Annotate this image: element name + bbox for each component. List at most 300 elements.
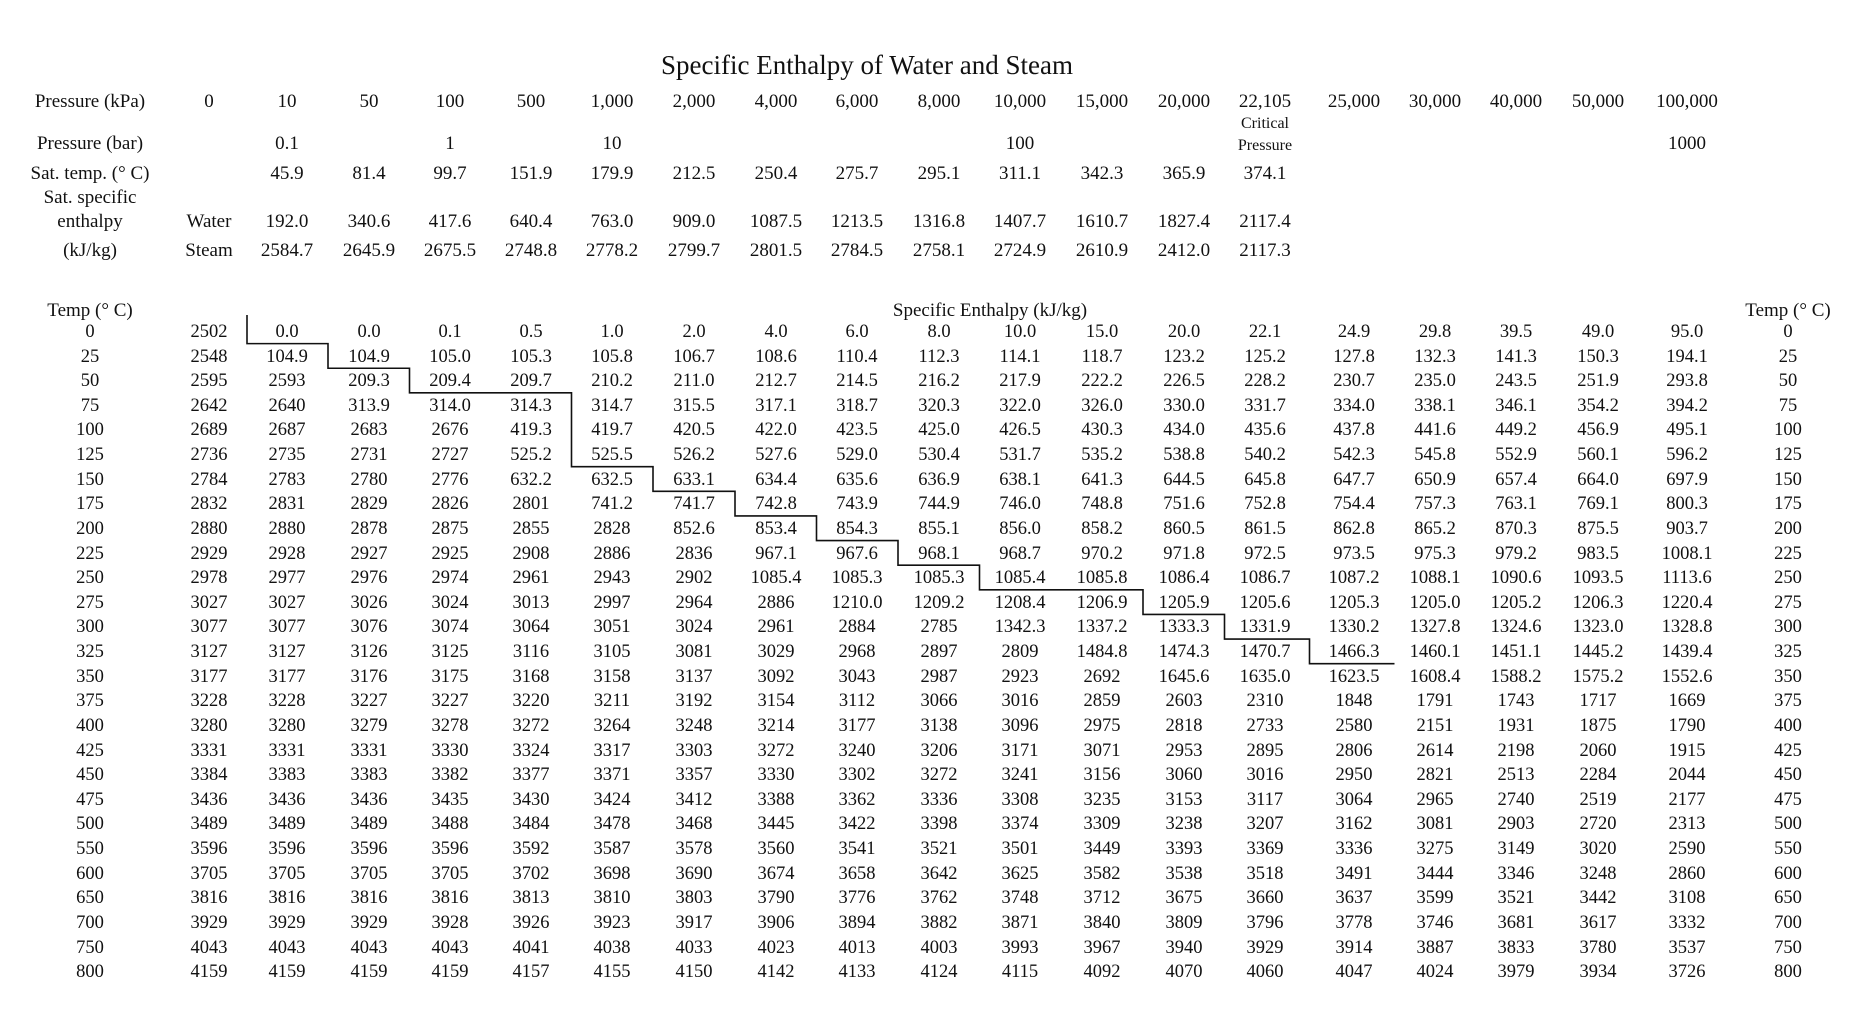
table-cell: 1093.5 <box>1572 568 1624 589</box>
table-cell: 3833 <box>1497 937 1535 958</box>
table-cell: 3914 <box>1335 937 1373 958</box>
table-cell: 127.8 <box>1333 346 1375 367</box>
table-cell: 15.0 <box>1085 322 1119 342</box>
table-cell: 1205.6 <box>1239 592 1291 613</box>
table-cell: 2884 <box>838 617 876 638</box>
table-cell: 1090.6 <box>1490 568 1542 589</box>
table-cell: 1327.8 <box>1409 617 1461 638</box>
table-cell: 1875 <box>1579 715 1617 736</box>
table-cell: 104.9 <box>266 346 308 367</box>
table-cell: 3906 <box>757 912 795 933</box>
table-cell: 334.0 <box>1333 395 1375 416</box>
table-cell: 2828 <box>593 518 631 539</box>
table-cell: 125.2 <box>1244 346 1286 367</box>
temp-value-right: 600 <box>1774 863 1802 884</box>
table-cell: 1113.6 <box>1662 568 1712 589</box>
table-cell: 150.3 <box>1577 346 1619 367</box>
table-cell: 1645.6 <box>1158 666 1210 687</box>
table-cell: 3501 <box>1001 839 1039 860</box>
table-cell: 3384 <box>190 765 228 786</box>
table-cell: 4142 <box>757 962 795 983</box>
table-cell: 3690 <box>675 863 713 884</box>
table-cell: 4038 <box>593 937 631 958</box>
table-cell: 2978 <box>190 568 228 589</box>
table-cell: 3810 <box>593 888 631 909</box>
temp-column-label: Temp (° C) <box>47 300 133 321</box>
pressure-bar-value: 1 <box>445 133 455 154</box>
table-cell: 0.1 <box>438 322 462 342</box>
table-cell: 3518 <box>1246 863 1284 884</box>
table-cell: 1470.7 <box>1239 642 1291 663</box>
table-cell: 800.3 <box>1666 494 1708 515</box>
table-cell: 3488 <box>431 814 469 835</box>
table-cell: 3776 <box>838 888 876 909</box>
temp-value: 75 <box>80 395 100 416</box>
table-cell: 3248 <box>1579 863 1617 884</box>
table-cell: 3894 <box>838 912 876 933</box>
table-cell: 2784 <box>190 469 228 490</box>
table-cell: 105.8 <box>591 346 633 367</box>
table-cell: 2580 <box>1335 715 1373 736</box>
table-cell: 123.2 <box>1163 346 1205 367</box>
table-cell: 531.7 <box>999 445 1041 466</box>
table-cell: 212.7 <box>755 371 797 392</box>
pressure-kpa-value: 0 <box>204 91 214 112</box>
temp-value-right: 650 <box>1774 888 1802 909</box>
table-cell: 330.0 <box>1163 395 1205 416</box>
table-cell: 596.2 <box>1666 445 1708 466</box>
table-cell: 744.9 <box>918 494 960 515</box>
table-cell: 2151 <box>1416 715 1454 736</box>
sat-steam-enthalpy: 2748.8 <box>504 240 558 261</box>
table-cell: 2720 <box>1579 814 1617 835</box>
table-cell: 741.2 <box>591 494 633 515</box>
table-cell: 209.4 <box>429 371 471 392</box>
pressure-kpa-value: 4,000 <box>754 91 798 112</box>
table-cell: 2044 <box>1668 765 1706 786</box>
sat-water-enthalpy: 1316.8 <box>912 211 966 232</box>
sat-water-enthalpy: 1827.4 <box>1157 211 1211 232</box>
sat-steam-enthalpy: 2610.9 <box>1075 240 1129 261</box>
table-cell: 3076 <box>350 617 388 638</box>
table-cell: 3489 <box>190 814 228 835</box>
table-cell: 530.4 <box>918 445 960 466</box>
table-cell: 3309 <box>1083 814 1121 835</box>
temp-value-right: 175 <box>1774 494 1802 515</box>
temp-value-right: 25 <box>1778 346 1798 367</box>
table-cell: 748.8 <box>1081 494 1123 515</box>
table-cell: 3016 <box>1001 691 1039 712</box>
table-cell: 3642 <box>920 863 958 884</box>
sat-temp-label: Sat. temp. (° C) <box>30 163 150 184</box>
sat-water-enthalpy: 640.4 <box>509 211 553 232</box>
table-cell: 3235 <box>1083 789 1121 810</box>
table-cell: 875.5 <box>1577 518 1619 539</box>
table-cell: 29.8 <box>1418 322 1452 342</box>
table-cell: 435.6 <box>1244 420 1286 441</box>
temp-value: 250 <box>76 568 104 589</box>
temp-value-right: 325 <box>1774 642 1802 663</box>
table-cell: 636.9 <box>918 469 960 490</box>
table-cell: 697.9 <box>1666 469 1708 490</box>
table-cell: 2642 <box>190 395 228 416</box>
table-cell: 3272 <box>757 740 795 761</box>
table-cell: 3127 <box>190 642 228 663</box>
table-cell: 3220 <box>512 691 550 712</box>
table-cell: 112.3 <box>918 346 960 367</box>
table-cell: 3449 <box>1083 839 1121 860</box>
temp-value-right: 750 <box>1774 937 1802 958</box>
table-cell: 2683 <box>350 420 388 441</box>
table-cell: 3582 <box>1083 863 1121 884</box>
table-cell: 2974 <box>431 568 469 589</box>
table-cell: 1333.3 <box>1158 617 1210 638</box>
table-cell: 4060 <box>1246 962 1284 983</box>
table-cell: 2836 <box>675 543 713 564</box>
table-cell: 2198 <box>1497 740 1535 761</box>
table-cell: 3587 <box>593 839 631 860</box>
temp-value: 425 <box>76 740 104 761</box>
table-cell: 1087.2 <box>1328 568 1380 589</box>
table-cell: 2640 <box>268 395 306 416</box>
table-cell: 10.0 <box>1003 322 1037 342</box>
table-cell: 2.0 <box>682 322 706 342</box>
temp-value: 175 <box>76 494 104 515</box>
table-cell: 968.7 <box>999 543 1041 564</box>
table-cell: 970.2 <box>1081 543 1123 564</box>
table-cell: 4155 <box>593 962 631 983</box>
table-cell: 95.0 <box>1670 322 1704 342</box>
table-cell: 216.2 <box>918 371 960 392</box>
table-cell: 2976 <box>350 568 388 589</box>
table-cell: 49.0 <box>1581 322 1615 342</box>
table-cell: 741.7 <box>673 494 715 515</box>
table-cell: 540.2 <box>1244 445 1286 466</box>
table-cell: 2953 <box>1165 740 1203 761</box>
table-cell: 3393 <box>1165 839 1203 860</box>
temp-value: 150 <box>76 469 104 490</box>
table-cell: 1466.3 <box>1328 642 1380 663</box>
table-cell: 3705 <box>190 863 228 884</box>
table-cell: 456.9 <box>1577 420 1619 441</box>
table-cell: 3599 <box>1416 888 1454 909</box>
table-cell: 39.5 <box>1499 322 1533 342</box>
table-cell: 2590 <box>1668 839 1706 860</box>
table-cell: 314.3 <box>510 395 552 416</box>
table-cell: 1915 <box>1668 740 1706 761</box>
table-cell: 3016 <box>1246 765 1284 786</box>
table-cell: 2964 <box>675 592 713 613</box>
table-cell: 20.0 <box>1167 322 1201 342</box>
table-cell: 1324.6 <box>1490 617 1542 638</box>
table-cell: 394.2 <box>1666 395 1708 416</box>
table-cell: 24.9 <box>1337 322 1371 342</box>
sat-temp-value: 45.9 <box>270 163 304 184</box>
table-cell: 2832 <box>190 494 228 515</box>
table-cell: 1085.3 <box>913 568 965 589</box>
table-cell: 983.5 <box>1577 543 1619 564</box>
sat-water-enthalpy: 1213.5 <box>830 211 884 232</box>
table-cell: 769.1 <box>1577 494 1619 515</box>
table-cell: 434.0 <box>1163 420 1205 441</box>
table-cell: 2177 <box>1668 789 1706 810</box>
table-cell: 1209.2 <box>913 592 965 613</box>
table-cell: 105.3 <box>510 346 552 367</box>
pressure-kpa-value: 50 <box>359 91 379 112</box>
table-cell: 2826 <box>431 494 469 515</box>
temp-value: 25 <box>80 346 100 367</box>
table-cell: 3780 <box>1579 937 1617 958</box>
table-cell: 650.9 <box>1414 469 1456 490</box>
table-cell: 4003 <box>920 937 958 958</box>
table-cell: 425.0 <box>918 420 960 441</box>
table-cell: 0.5 <box>519 322 543 342</box>
table-cell: 209.7 <box>510 371 552 392</box>
table-cell: 854.3 <box>836 518 878 539</box>
temp-value-right: 800 <box>1774 962 1802 983</box>
table-cell: 3468 <box>675 814 713 835</box>
table-cell: 3491 <box>1335 863 1373 884</box>
table-cell: 3374 <box>1001 814 1039 835</box>
table-cell: 3027 <box>190 592 228 613</box>
table-cell: 4.0 <box>764 322 788 342</box>
table-cell: 2603 <box>1165 691 1203 712</box>
table-cell: 4043 <box>431 937 469 958</box>
table-cell: 3336 <box>920 789 958 810</box>
table-cell: 3929 <box>190 912 228 933</box>
sat-enthalpy-label: Sat. specific <box>43 187 137 208</box>
table-cell: 3541 <box>838 839 876 860</box>
table-cell: 2927 <box>350 543 388 564</box>
table-cell: 3308 <box>1001 789 1039 810</box>
table-cell: 3117 <box>1246 789 1284 810</box>
table-cell: 860.5 <box>1163 518 1205 539</box>
table-cell: 647.7 <box>1333 469 1375 490</box>
pressure-bar-value: 10 <box>602 133 622 154</box>
table-cell: 967.1 <box>755 543 797 564</box>
table-cell: 423.5 <box>836 420 878 441</box>
table-cell: 1337.2 <box>1076 617 1128 638</box>
pressure-kpa-value: 1,000 <box>590 91 634 112</box>
pressure-kpa-value: 6,000 <box>835 91 879 112</box>
table-cell: 3435 <box>431 789 469 810</box>
table-cell: 326.0 <box>1081 395 1123 416</box>
temp-value-right: 275 <box>1774 592 1802 613</box>
temp-value: 700 <box>76 912 104 933</box>
table-cell: 3929 <box>1246 937 1284 958</box>
table-cell: 2903 <box>1497 814 1535 835</box>
table-cell: 3171 <box>1001 740 1039 761</box>
table-cell: 3051 <box>593 617 631 638</box>
table-cell: 3778 <box>1335 912 1373 933</box>
table-cell: 3637 <box>1335 888 1373 909</box>
table-cell: 3681 <box>1497 912 1535 933</box>
sat-water-enthalpy: 2117.4 <box>1239 211 1291 232</box>
table-cell: 1206.9 <box>1076 592 1128 613</box>
table-cell: 2895 <box>1246 740 1284 761</box>
temp-value: 800 <box>76 962 104 983</box>
table-cell: 322.0 <box>999 395 1041 416</box>
table-cell: 1848 <box>1335 691 1373 712</box>
table-cell: 535.2 <box>1081 445 1123 466</box>
table-cell: 0.0 <box>357 322 381 342</box>
sat-temp-value: 374.1 <box>1243 163 1287 184</box>
table-cell: 1588.2 <box>1490 666 1542 687</box>
table-cell: 3803 <box>675 888 713 909</box>
table-cell: 3074 <box>431 617 469 638</box>
temp-value-right: 400 <box>1774 715 1802 736</box>
table-cell: 104.9 <box>348 346 390 367</box>
sat-temp-value: 99.7 <box>433 163 467 184</box>
table-cell: 542.3 <box>1333 445 1375 466</box>
table-cell: 3330 <box>757 765 795 786</box>
table-cell: 3013 <box>512 592 550 613</box>
table-cell: 251.9 <box>1577 371 1619 392</box>
table-cell: 4157 <box>512 962 550 983</box>
table-cell: 226.5 <box>1163 371 1205 392</box>
table-cell: 2502 <box>190 322 228 342</box>
table-cell: 4133 <box>838 962 876 983</box>
table-cell: 3489 <box>350 814 388 835</box>
table-cell: 3192 <box>675 691 713 712</box>
table-cell: 2676 <box>431 420 469 441</box>
table-cell: 22.1 <box>1248 322 1282 342</box>
table-cell: 3929 <box>268 912 306 933</box>
table-cell: 3521 <box>1497 888 1535 909</box>
table-cell: 1206.3 <box>1572 592 1624 613</box>
table-cell: 313.9 <box>348 395 390 416</box>
table-cell: 3445 <box>757 814 795 835</box>
table-cell: 2928 <box>268 543 306 564</box>
table-cell: 1342.3 <box>994 617 1046 638</box>
table-cell: 3398 <box>920 814 958 835</box>
table-cell: 3917 <box>675 912 713 933</box>
table-cell: 3887 <box>1416 937 1454 958</box>
table-cell: 3168 <box>512 666 550 687</box>
table-cell: 2977 <box>268 568 306 589</box>
table-cell: 338.1 <box>1414 395 1456 416</box>
table-cell: 118.7 <box>1081 346 1123 367</box>
table-cell: 3790 <box>757 888 795 909</box>
table-cell: 3264 <box>593 715 631 736</box>
pressure-bar-label: Pressure (bar) <box>36 133 144 154</box>
table-cell: 3317 <box>593 740 631 761</box>
table-cell: 2519 <box>1579 789 1617 810</box>
table-cell: 3177 <box>268 666 306 687</box>
table-cell: 852.6 <box>673 518 715 539</box>
table-cell: 1205.0 <box>1409 592 1461 613</box>
table-cell: 110.4 <box>836 346 878 367</box>
table-cell: 4047 <box>1335 962 1373 983</box>
table-cell: 3029 <box>757 642 795 663</box>
sat-water-enthalpy: 340.6 <box>347 211 391 232</box>
table-cell: 870.3 <box>1495 518 1537 539</box>
table-cell: 2961 <box>512 568 550 589</box>
temp-column-label-right: Temp (° C) <box>1745 300 1831 321</box>
table-cell: 3137 <box>675 666 713 687</box>
table-cell: 757.3 <box>1414 494 1456 515</box>
table-cell: 861.5 <box>1244 518 1286 539</box>
table-cell: 3444 <box>1416 863 1454 884</box>
sat-temp-value: 151.9 <box>509 163 553 184</box>
table-cell: 3926 <box>512 912 550 933</box>
table-cell: 2975 <box>1083 715 1121 736</box>
table-cell: 3175 <box>431 666 469 687</box>
table-cell: 2997 <box>593 592 631 613</box>
table-cell: 426.5 <box>999 420 1041 441</box>
table-cell: 3303 <box>675 740 713 761</box>
table-cell: 2943 <box>593 568 631 589</box>
table-cell: 3020 <box>1579 839 1617 860</box>
table-cell: 645.8 <box>1244 469 1286 490</box>
table-cell: 4043 <box>350 937 388 958</box>
table-cell: 3371 <box>593 765 631 786</box>
table-cell: 3127 <box>268 642 306 663</box>
table-cell: 1623.5 <box>1328 666 1380 687</box>
table-cell: 4033 <box>675 937 713 958</box>
table-cell: 3125 <box>431 642 469 663</box>
table-cell: 3116 <box>512 642 550 663</box>
table-cell: 3596 <box>431 839 469 860</box>
temp-value: 750 <box>76 937 104 958</box>
table-cell: 3596 <box>350 839 388 860</box>
table-cell: 3478 <box>593 814 631 835</box>
table-cell: 2692 <box>1083 666 1121 687</box>
temp-value: 125 <box>76 445 104 466</box>
table-cell: 855.1 <box>918 518 960 539</box>
temp-value-right: 0 <box>1783 322 1793 342</box>
table-cell: 4013 <box>838 937 876 958</box>
table-cell: 1323.0 <box>1572 617 1624 638</box>
table-cell: 657.4 <box>1495 469 1537 490</box>
table-cell: 3024 <box>431 592 469 613</box>
table-cell: 3660 <box>1246 888 1284 909</box>
table-cell: 4159 <box>350 962 388 983</box>
table-cell: 3228 <box>268 691 306 712</box>
table-cell: 3336 <box>1335 839 1373 860</box>
table-cell: 1328.8 <box>1661 617 1713 638</box>
table-cell: 2731 <box>350 445 388 466</box>
table-cell: 743.9 <box>836 494 878 515</box>
table-cell: 114.1 <box>999 346 1041 367</box>
sat-temp-value: 212.5 <box>672 163 716 184</box>
table-cell: 1088.1 <box>1409 568 1461 589</box>
table-cell: 3331 <box>190 740 228 761</box>
table-cell: 3928 <box>431 912 469 933</box>
table-cell: 3712 <box>1083 888 1121 909</box>
sat-temp-value: 342.3 <box>1080 163 1124 184</box>
table-cell: 3027 <box>268 592 306 613</box>
table-cell: 108.6 <box>755 346 797 367</box>
table-cell: 214.5 <box>836 371 878 392</box>
sat-steam-enthalpy: 2412.0 <box>1157 240 1211 261</box>
table-cell: 2925 <box>431 543 469 564</box>
table-cell: 2878 <box>350 518 388 539</box>
table-cell: 3424 <box>593 789 631 810</box>
table-cell: 525.2 <box>510 445 552 466</box>
table-cell: 3357 <box>675 765 713 786</box>
sat-temp-value: 250.4 <box>754 163 798 184</box>
table-cell: 3330 <box>431 740 469 761</box>
table-cell: 346.1 <box>1495 395 1537 416</box>
table-cell: 419.3 <box>510 420 552 441</box>
table-cell: 971.8 <box>1163 543 1205 564</box>
table-cell: 664.0 <box>1577 469 1619 490</box>
pressure-kpa-value: 30,000 <box>1408 91 1462 112</box>
table-cell: 538.8 <box>1163 445 1205 466</box>
table-cell: 495.1 <box>1666 420 1708 441</box>
table-cell: 3596 <box>268 839 306 860</box>
